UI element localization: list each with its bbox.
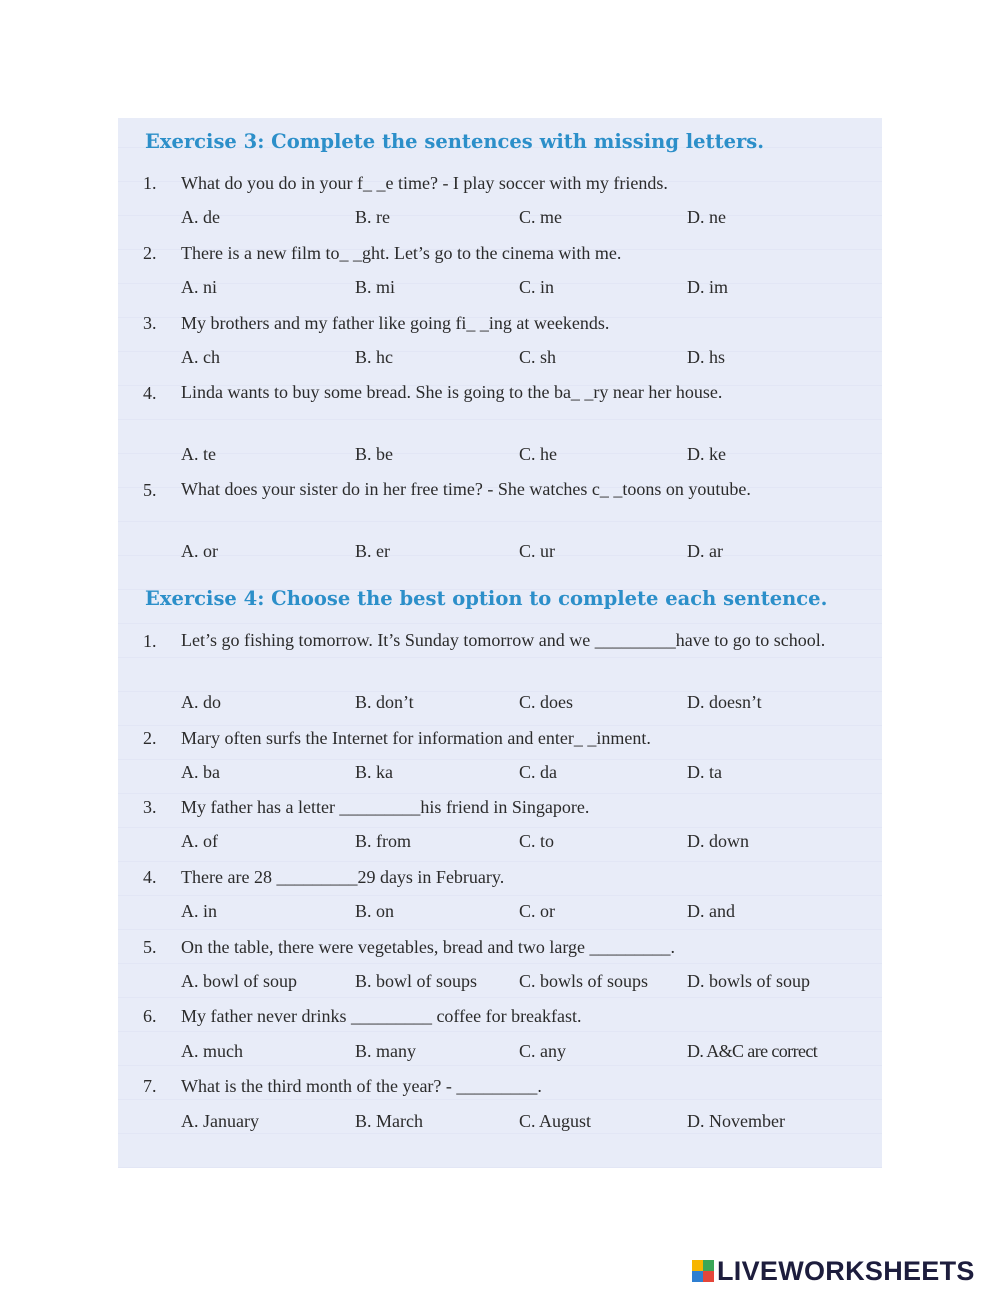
option-c[interactable]: C. me	[519, 207, 562, 227]
exercise-4-title: Exercise 4: Choose the best option to complete each sentence.	[145, 587, 828, 610]
option-c[interactable]: C. he	[519, 444, 557, 464]
option-d[interactable]: D. and	[687, 901, 735, 921]
option-c[interactable]: C. to	[519, 831, 555, 851]
option-d[interactable]: D. doesn’t	[687, 692, 762, 712]
option-b[interactable]: B. mi	[355, 277, 396, 297]
question-number: 3.	[143, 313, 157, 333]
option-c[interactable]: C. does	[519, 692, 573, 712]
option-a[interactable]: A. in	[181, 901, 217, 921]
option-a[interactable]: A. or	[181, 541, 218, 561]
liveworksheets-logo[interactable]	[692, 1256, 975, 1286]
question-number: 2.	[143, 243, 157, 263]
question-number: 6.	[143, 1006, 157, 1026]
option-d[interactable]: D. im	[687, 277, 729, 297]
question-text: My father has a letter _________his friend in Singapore.	[181, 797, 590, 817]
option-b[interactable]: B. ka	[355, 762, 393, 782]
option-c[interactable]: C. August	[519, 1111, 592, 1131]
option-d[interactable]: D. ke	[687, 444, 726, 464]
option-b[interactable]: B. er	[355, 541, 390, 561]
liveworksheets-logo-icon	[692, 1260, 714, 1282]
question-number: 3.	[143, 797, 157, 817]
option-c[interactable]: C. in	[519, 277, 555, 297]
question-number: 4.	[143, 383, 157, 403]
option-b[interactable]: B. be	[355, 444, 393, 464]
question-number: 1.	[143, 173, 157, 193]
option-b[interactable]: B. don’t	[355, 692, 414, 712]
option-d[interactable]: D. A&C are correct	[687, 1041, 818, 1061]
option-d[interactable]: D. ne	[687, 207, 726, 227]
option-a[interactable]: A. do	[181, 692, 221, 712]
question-text: Linda wants to buy some bread. She is going to the ba_ _ry near her house.	[181, 382, 723, 402]
brand-name: LIVEWORKSHEETS	[717, 1255, 975, 1286]
option-c[interactable]: C. or	[519, 901, 555, 921]
option-d[interactable]: D. hs	[687, 347, 726, 367]
option-d[interactable]: D. ar	[687, 541, 723, 561]
option-b[interactable]: B. bowl of soups	[355, 971, 478, 991]
question-text: Mary often surfs the Internet for information and enter_ _inment.	[181, 728, 651, 748]
question-number: 5.	[143, 480, 157, 500]
option-a[interactable]: A. ch	[181, 347, 220, 367]
option-a[interactable]: A. ni	[181, 277, 217, 297]
question-text: What is the third month of the year? - _________.	[181, 1076, 542, 1096]
option-a[interactable]: A. ba	[181, 762, 220, 782]
option-a[interactable]: A. te	[181, 444, 216, 464]
question-text: Let’s go fishing tomorrow. It’s Sunday tomorrow and we _________have to go to school.	[181, 630, 826, 650]
option-d[interactable]: D. November	[687, 1111, 785, 1131]
question-number: 7.	[143, 1076, 157, 1096]
question-text: My brothers and my father like going fi_ _ing at weekends.	[181, 313, 610, 333]
option-d[interactable]: D. ta	[687, 762, 722, 782]
question-text: There are 28 _________29 days in February.	[181, 867, 505, 887]
question-text: What does your sister do in her free time? - She watches c_ _toons on youtube.	[181, 479, 751, 499]
option-a[interactable]: A. bowl of soup	[181, 971, 297, 991]
option-a[interactable]: A. much	[181, 1041, 243, 1061]
option-b[interactable]: B. from	[355, 831, 411, 851]
question-text: There is a new film to_ _ght. Let’s go to the cinema with me.	[181, 243, 622, 263]
question-number: 2.	[143, 728, 157, 748]
option-c[interactable]: C. da	[519, 762, 557, 782]
question-text: What do you do in your f_ _e time? - I play soccer with my friends.	[181, 173, 668, 193]
option-b[interactable]: B. re	[355, 207, 390, 227]
option-d[interactable]: D. bowls of soup	[687, 971, 811, 991]
option-b[interactable]: B. March	[355, 1111, 423, 1131]
question-text: My father never drinks _________ coffee for breakfast.	[181, 1006, 582, 1026]
option-b[interactable]: B. hc	[355, 347, 393, 367]
question-text: On the table, there were vegetables, bread and two large _________.	[181, 937, 675, 957]
option-a[interactable]: A. de	[181, 207, 220, 227]
question-number: 4.	[143, 867, 157, 887]
option-c[interactable]: C. bowls of soups	[519, 971, 649, 991]
question-number: 5.	[143, 937, 157, 957]
question-number: 1.	[143, 631, 157, 651]
option-c[interactable]: C. sh	[519, 347, 557, 367]
option-c[interactable]: C. ur	[519, 541, 555, 561]
option-b[interactable]: B. on	[355, 901, 395, 921]
option-a[interactable]: A. January	[181, 1111, 259, 1131]
exercise-3-title: Exercise 3: Complete the sentences with missing letters.	[145, 130, 765, 153]
option-b[interactable]: B. many	[355, 1041, 416, 1061]
option-d[interactable]: D. down	[687, 831, 749, 851]
option-c[interactable]: C. any	[519, 1041, 566, 1061]
option-a[interactable]: A. of	[181, 831, 218, 851]
